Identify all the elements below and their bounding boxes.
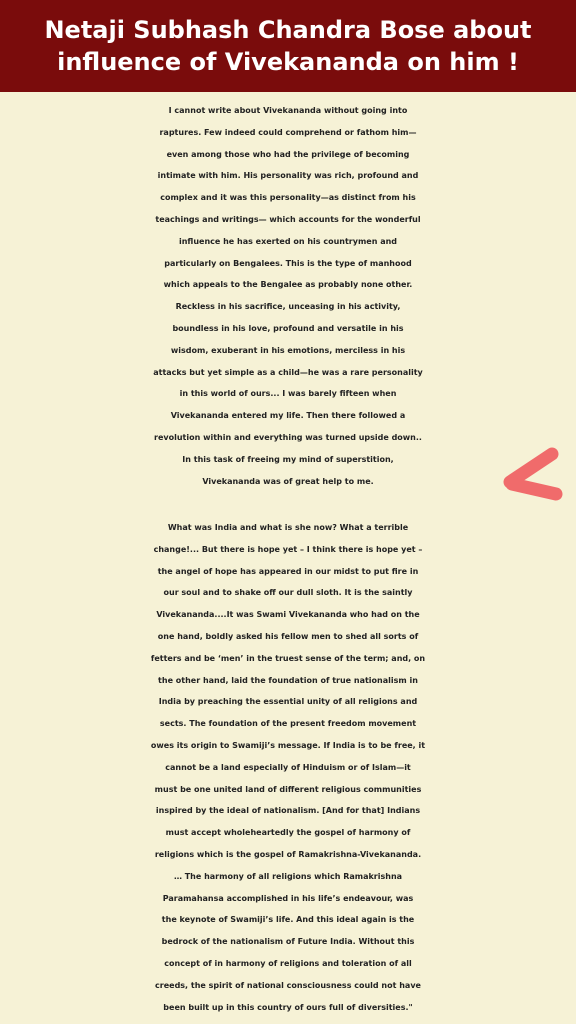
text-line: change!... But there is hope yet – I think there is hope yet – [153,544,423,554]
text-line: attacks but yet simple as a child—he was a rare personality [153,367,423,377]
text-line: in this world of ours... I was barely fifteen when [179,389,397,399]
text-line: I cannot write about Vivekananda without going into [168,106,408,115]
text-line: the angel of hope has appeared in our midst to put fire in [157,566,419,576]
text-line: Reckless in his sacrifice, unceasing in his activity, [175,302,401,312]
text-line: the keynote of Swamiji’s life. And this ideal again is the [161,915,415,925]
title-banner [0,0,576,92]
text-line: must accept wholeheartedly the gospel of harmony of [165,828,411,838]
text-line: which appeals to the Bengalee as probably none other. [163,280,413,290]
text-line: even among those who had the privilege of becoming [166,149,410,159]
text-line: Vivekananda....It was Swami Vivekananda who had on the [156,610,420,620]
text-line: teachings and writings— which accounts for the wonderful [155,214,421,224]
text-line: inspired by the ideal of nationalism. [And for that] Indians [155,806,421,816]
text-line: fetters and be ‘men’ in the truest sense of the term; and, on [150,653,426,663]
text-line: sects. The foundation of the present freedom movement [159,719,417,729]
text-line: our soul and to shake off our dull sloth. It is the saintly [163,588,413,598]
text-line: cannot be a land especially of Hinduism or of Islam—it [165,762,411,772]
text-line: owes its origin to Swamiji’s message. If India is to be free, it [150,740,426,750]
pointing-arrow-icon [496,446,566,506]
title-line-1: Netaji Subhash Chandra Bose about [44,16,532,44]
text-line: particularly on Bengalees. This is the type of manhood [164,258,412,268]
text-line: must be one united land of different religious communities [154,784,422,794]
text-line: boundless in his love, profound and versatile in his [172,323,404,333]
text-line: one hand, boldly asked his fellow men to shed all sorts of [157,631,419,641]
text-line: complex and it was this personality—as distinct from his [160,193,416,203]
text-line: religions which is the gospel of Ramakrishna-Vivekananda. [154,849,422,859]
text-line: bedrock of the nationalism of Future India. Without this [161,937,415,947]
text-line: raptures. Few indeed could comprehend or fathom him— [159,127,417,137]
text-line: wisdom, exuberant in his emotions, merciless in his [170,345,406,355]
text-line: influence he has exerted on his countrymen and [178,236,398,246]
text-line: … The harmony of all religions which Ramakrishna [173,871,403,881]
text-line: What was India and what is she now? What a terrible [167,523,409,532]
text-line: the other hand, laid the foundation of true nationalism in [158,675,418,685]
text-line: India by preaching the essential unity of all religions and [158,697,418,707]
text-line: In this task of freeing my mind of superstition, [182,454,394,464]
text-line: creeds, the spirit of national consciousness could not have [155,980,421,990]
text-line: been built up in this country of ours full of diversities." [163,1002,413,1012]
paragraph-2 [0,517,576,1018]
text-line: Vivekananda entered my life. Then there followed a [170,411,406,421]
text-line: Vivekananda was of great help to me. [202,476,374,486]
title-line-2: influence of Vivekananda on him ! [57,48,519,76]
text-line: concept of in harmony of religions and toleration of all [164,958,412,968]
text-line: Paramahansa accomplished in his life’s endeavour, was [162,893,414,903]
text-line: revolution within and everything was turned upside down.. [154,432,422,442]
text-line: intimate with him. His personality was rich, profound and [157,171,419,181]
paragraph-1 [0,100,576,492]
